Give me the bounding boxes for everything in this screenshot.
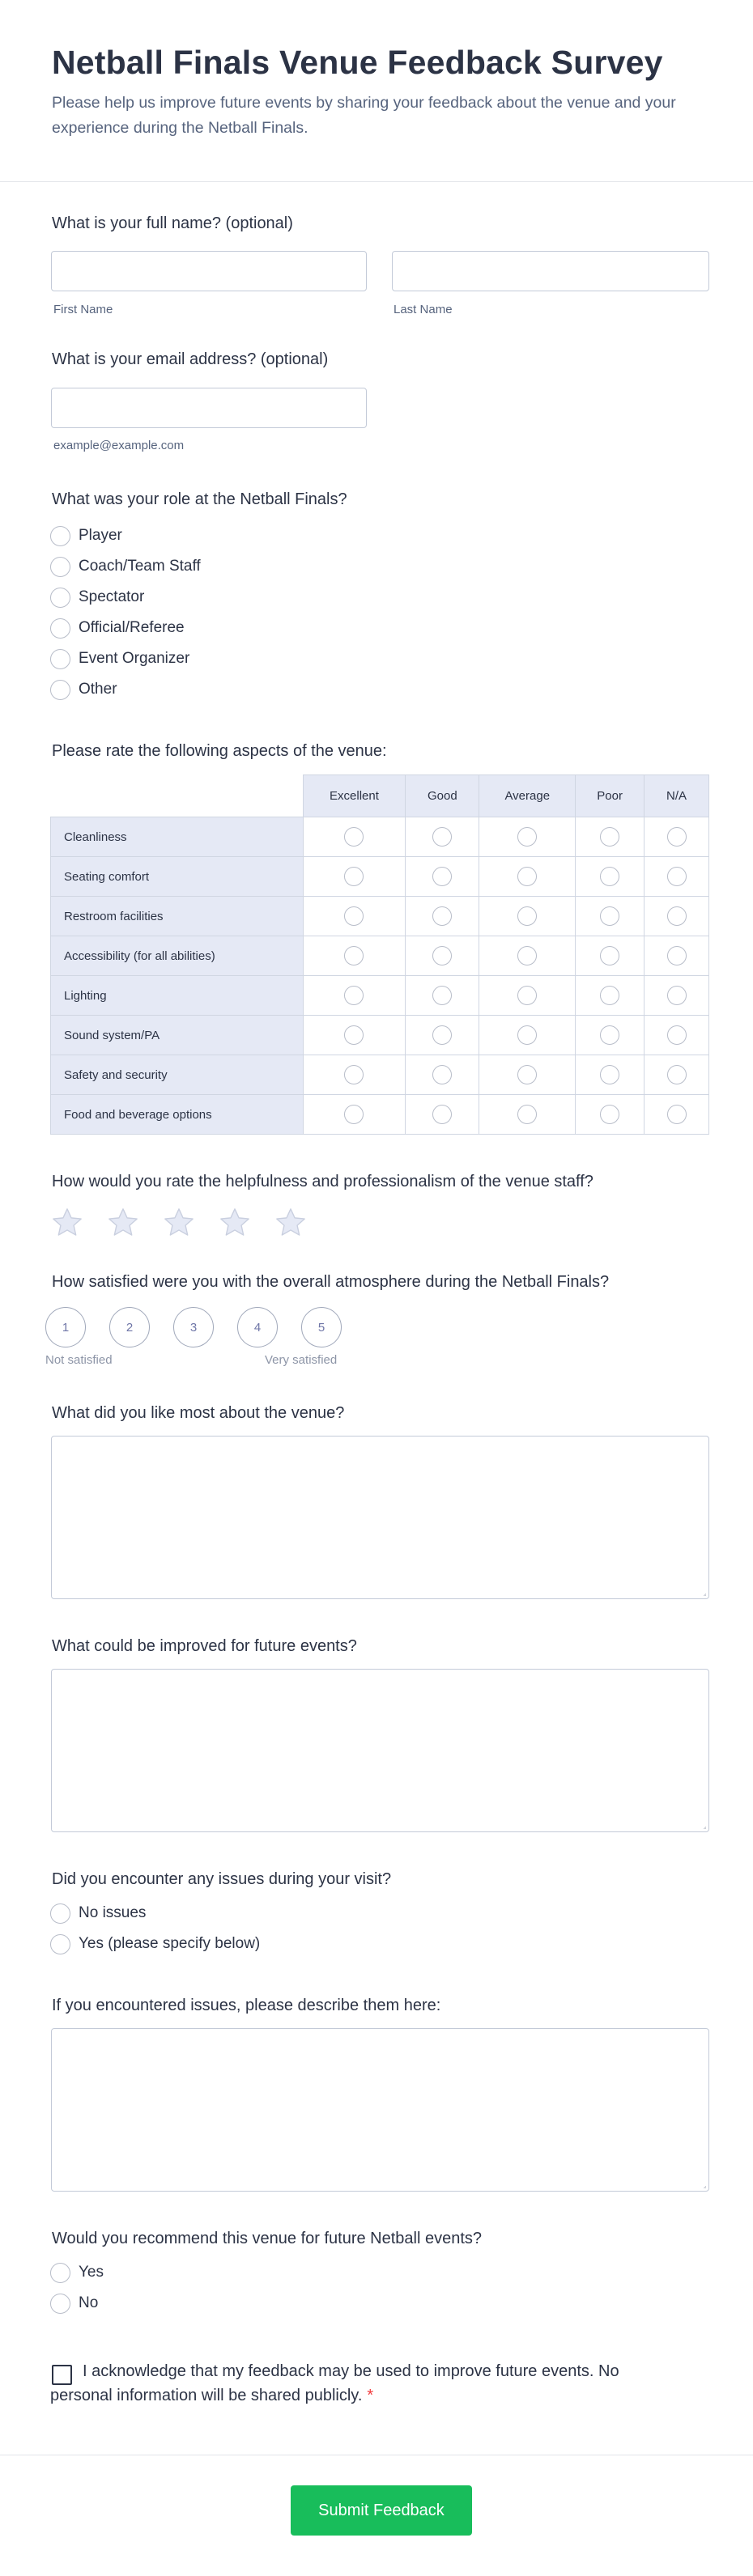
matrix-cell[interactable]: [303, 976, 406, 1016]
radio-button[interactable]: [600, 1065, 619, 1084]
scale-option-5[interactable]: 5: [301, 1307, 342, 1347]
issues-option-yes[interactable]: [50, 1933, 260, 1955]
radio-button[interactable]: [517, 827, 537, 847]
radio-button[interactable]: [344, 986, 364, 1005]
radio-button[interactable]: [344, 1025, 364, 1045]
email-question-label: What is your email address? (optional): [52, 350, 329, 368]
scale-option-2[interactable]: 2: [109, 1307, 150, 1347]
radio-button[interactable]: [50, 526, 70, 546]
improve-question-label: What could be improved for future events?: [52, 1637, 357, 1655]
matrix-row: [51, 936, 709, 976]
matrix-cell[interactable]: [406, 936, 479, 976]
radio-button[interactable]: [432, 1105, 452, 1124]
matrix-cell[interactable]: [406, 1095, 479, 1135]
matrix-cell[interactable]: [406, 976, 479, 1016]
radio-button[interactable]: [517, 986, 537, 1005]
radio-button[interactable]: [600, 827, 619, 847]
matrix-corner: [51, 775, 304, 817]
matrix-cell[interactable]: [479, 1016, 576, 1055]
matrix-cell[interactable]: [406, 1055, 479, 1095]
staff-question-label: How would you rate the helpfulness and professionalism of the venue staff?: [52, 1173, 593, 1190]
radio-button[interactable]: [50, 649, 70, 669]
matrix-row-label: Restroom facilities: [51, 897, 304, 936]
matrix-cell[interactable]: [645, 1055, 709, 1095]
matrix-cell[interactable]: [576, 976, 645, 1016]
radio-button[interactable]: [517, 1105, 537, 1124]
matrix-cell[interactable]: [576, 857, 645, 897]
name-question-label: What is your full name? (optional): [52, 214, 293, 232]
option-label: Event Organizer: [79, 650, 190, 667]
radio-button[interactable]: [667, 867, 687, 886]
option-label: Player: [79, 527, 122, 544]
last-name-sublabel: Last Name: [394, 303, 453, 316]
role-option-other[interactable]: [50, 678, 117, 701]
radio-button[interactable]: [667, 1025, 687, 1045]
matrix-cell[interactable]: [406, 857, 479, 897]
recommend-option-yes[interactable]: [50, 2261, 104, 2284]
matrix-column-header: N/A: [645, 775, 709, 817]
radio-button[interactable]: [50, 1934, 70, 1954]
scale-option-1[interactable]: 1: [45, 1307, 86, 1347]
role-option-player[interactable]: [50, 524, 122, 547]
matrix-cell[interactable]: [303, 897, 406, 936]
star-icon[interactable]: [274, 1206, 308, 1240]
atmosphere-question-label: How satisfied were you with the overall atmosphere during the Netball Finals?: [52, 1273, 610, 1291]
matrix-cell[interactable]: [645, 817, 709, 857]
matrix-row: [51, 1095, 709, 1135]
radio-button[interactable]: [50, 2263, 70, 2283]
issues-description-textarea[interactable]: [51, 2028, 709, 2192]
radio-button[interactable]: [432, 867, 452, 886]
radio-button[interactable]: [344, 906, 364, 926]
option-label: Spectator: [79, 588, 145, 605]
role-option-spectator[interactable]: [50, 586, 144, 609]
radio-button[interactable]: [50, 2294, 70, 2314]
radio-button[interactable]: [600, 986, 619, 1005]
matrix-cell[interactable]: [645, 857, 709, 897]
radio-button[interactable]: [432, 946, 452, 965]
radio-button[interactable]: [517, 1025, 537, 1045]
matrix-row-label: Sound system/PA: [51, 1016, 304, 1055]
role-question-label: What was your role at the Netball Finals?: [52, 490, 347, 508]
matrix-column-header: Good: [406, 775, 479, 817]
matrix-cell[interactable]: [576, 817, 645, 857]
matrix-row: [51, 857, 709, 897]
radio-button[interactable]: [600, 946, 619, 965]
first-name-input[interactable]: [51, 251, 367, 291]
matrix-row-label: Food and beverage options: [51, 1095, 304, 1135]
required-mark: *: [367, 2387, 374, 2404]
matrix-cell[interactable]: [576, 1016, 645, 1055]
liked-textarea[interactable]: [51, 1436, 709, 1599]
radio-button[interactable]: [50, 1903, 70, 1924]
first-name-sublabel: First Name: [53, 303, 113, 316]
matrix-cell[interactable]: [303, 1055, 406, 1095]
radio-button[interactable]: [432, 1065, 452, 1084]
radio-button[interactable]: [600, 906, 619, 926]
radio-button[interactable]: [600, 1025, 619, 1045]
acknowledge-label: [50, 2359, 666, 2408]
liked-question-label: What did you like most about the venue?: [52, 1404, 345, 1422]
star-icon[interactable]: [218, 1206, 252, 1240]
matrix-cell[interactable]: [576, 1055, 645, 1095]
matrix-row: [51, 976, 709, 1016]
issues-option-none[interactable]: [50, 1902, 146, 1925]
radio-button[interactable]: [667, 1065, 687, 1084]
radio-button[interactable]: [432, 827, 452, 847]
matrix-cell[interactable]: [479, 857, 576, 897]
matrix-row: [51, 1055, 709, 1095]
submit-button[interactable]: Submit Feedback: [291, 2485, 472, 2536]
radio-button[interactable]: [50, 618, 70, 639]
option-label: No: [79, 2294, 99, 2311]
matrix-cell[interactable]: [645, 1016, 709, 1055]
option-label: No issues: [79, 1904, 147, 1921]
matrix-column-header: Excellent: [303, 775, 406, 817]
star-icon[interactable]: [50, 1206, 84, 1240]
radio-button[interactable]: [432, 986, 452, 1005]
matrix-cell[interactable]: [576, 897, 645, 936]
email-input[interactable]: [51, 388, 367, 428]
role-option-coach[interactable]: [50, 555, 201, 578]
page-title: Netball Finals Venue Feedback Survey: [52, 44, 663, 81]
radio-button[interactable]: [667, 946, 687, 965]
radio-button[interactable]: [344, 946, 364, 965]
radio-button[interactable]: [50, 680, 70, 700]
radio-button[interactable]: [344, 1105, 364, 1124]
radio-button[interactable]: [600, 1105, 619, 1124]
scale-high-label: Very satisfied: [265, 1353, 338, 1367]
matrix-cell[interactable]: [303, 817, 406, 857]
issues-description-label: If you encountered issues, please describe them here:: [52, 1997, 441, 2014]
radio-button[interactable]: [667, 986, 687, 1005]
matrix-cell[interactable]: [479, 1095, 576, 1135]
rating-question-label: Please rate the following aspects of the venue:: [52, 742, 387, 760]
radio-button[interactable]: [517, 906, 537, 926]
matrix-cell[interactable]: [479, 1055, 576, 1095]
radio-button[interactable]: [344, 1065, 364, 1084]
matrix-cell[interactable]: [303, 1095, 406, 1135]
star-icon[interactable]: [106, 1206, 140, 1240]
role-option-organizer[interactable]: [50, 647, 189, 670]
matrix-cell[interactable]: [406, 1016, 479, 1055]
form-description: Please help us improve future events by sharing your feedback about the venue and your experience during the Netball Finals.: [52, 94, 676, 137]
radio-button[interactable]: [517, 946, 537, 965]
form-header: [0, 0, 753, 182]
matrix-cell[interactable]: [479, 817, 576, 857]
matrix-row-label: Safety and security: [51, 1055, 304, 1095]
acknowledge-text: I acknowledge that my feedback may be used to improve future events. No personal information will be shared publicly.: [50, 2362, 619, 2404]
option-label: Official/Referee: [79, 619, 185, 636]
scale-option-4[interactable]: 4: [237, 1307, 278, 1347]
matrix-cell[interactable]: [645, 936, 709, 976]
radio-button[interactable]: [667, 906, 687, 926]
matrix-row-label: Cleanliness: [51, 817, 304, 857]
radio-button[interactable]: [600, 867, 619, 886]
matrix-cell[interactable]: [406, 897, 479, 936]
radio-button[interactable]: [432, 1025, 452, 1045]
improve-textarea[interactable]: [51, 1669, 709, 1832]
matrix-cell[interactable]: [576, 936, 645, 976]
recommend-question-label: Would you recommend this venue for future Netball events?: [52, 2230, 483, 2247]
radio-button[interactable]: [50, 557, 70, 577]
last-name-input[interactable]: [392, 251, 709, 291]
radio-button[interactable]: [667, 827, 687, 847]
radio-button[interactable]: [432, 906, 452, 926]
matrix-cell[interactable]: [303, 857, 406, 897]
radio-button[interactable]: [667, 1105, 687, 1124]
radio-button[interactable]: [344, 827, 364, 847]
option-label: Coach/Team Staff: [79, 558, 201, 575]
scale-option-3[interactable]: 3: [173, 1307, 214, 1347]
matrix-cell[interactable]: [479, 976, 576, 1016]
matrix-cell[interactable]: [479, 897, 576, 936]
option-label: Yes (please specify below): [79, 1935, 261, 1952]
option-label: Other: [79, 681, 117, 698]
matrix-cell[interactable]: [479, 936, 576, 976]
matrix-cell[interactable]: [576, 1095, 645, 1135]
issues-question-label: Did you encounter any issues during your visit?: [52, 1870, 392, 1888]
matrix-column-header: Poor: [576, 775, 645, 817]
matrix-row: [51, 817, 709, 857]
radio-button[interactable]: [50, 588, 70, 608]
matrix-cell[interactable]: [303, 936, 406, 976]
role-option-official[interactable]: [50, 617, 185, 639]
matrix-row-label: Accessibility (for all abilities): [51, 936, 304, 976]
email-sublabel: example@example.com: [53, 439, 185, 452]
recommend-option-no[interactable]: [50, 2292, 98, 2315]
scale-low-label: Not satisfied: [45, 1353, 113, 1367]
rating-matrix: [50, 774, 709, 1135]
radio-button[interactable]: [344, 867, 364, 886]
matrix-cell[interactable]: [303, 1016, 406, 1055]
radio-button[interactable]: [517, 1065, 537, 1084]
matrix-row: [51, 897, 709, 936]
star-rating: [50, 1206, 308, 1240]
matrix-cell[interactable]: [406, 817, 479, 857]
matrix-row: [51, 1016, 709, 1055]
matrix-cell[interactable]: [645, 1095, 709, 1135]
radio-button[interactable]: [517, 867, 537, 886]
matrix-cell[interactable]: [645, 897, 709, 936]
matrix-row-label: Lighting: [51, 976, 304, 1016]
matrix-column-header: Average: [479, 775, 576, 817]
matrix-row-label: Seating comfort: [51, 857, 304, 897]
matrix-cell[interactable]: [645, 976, 709, 1016]
star-icon[interactable]: [162, 1206, 196, 1240]
option-label: Yes: [79, 2264, 104, 2281]
